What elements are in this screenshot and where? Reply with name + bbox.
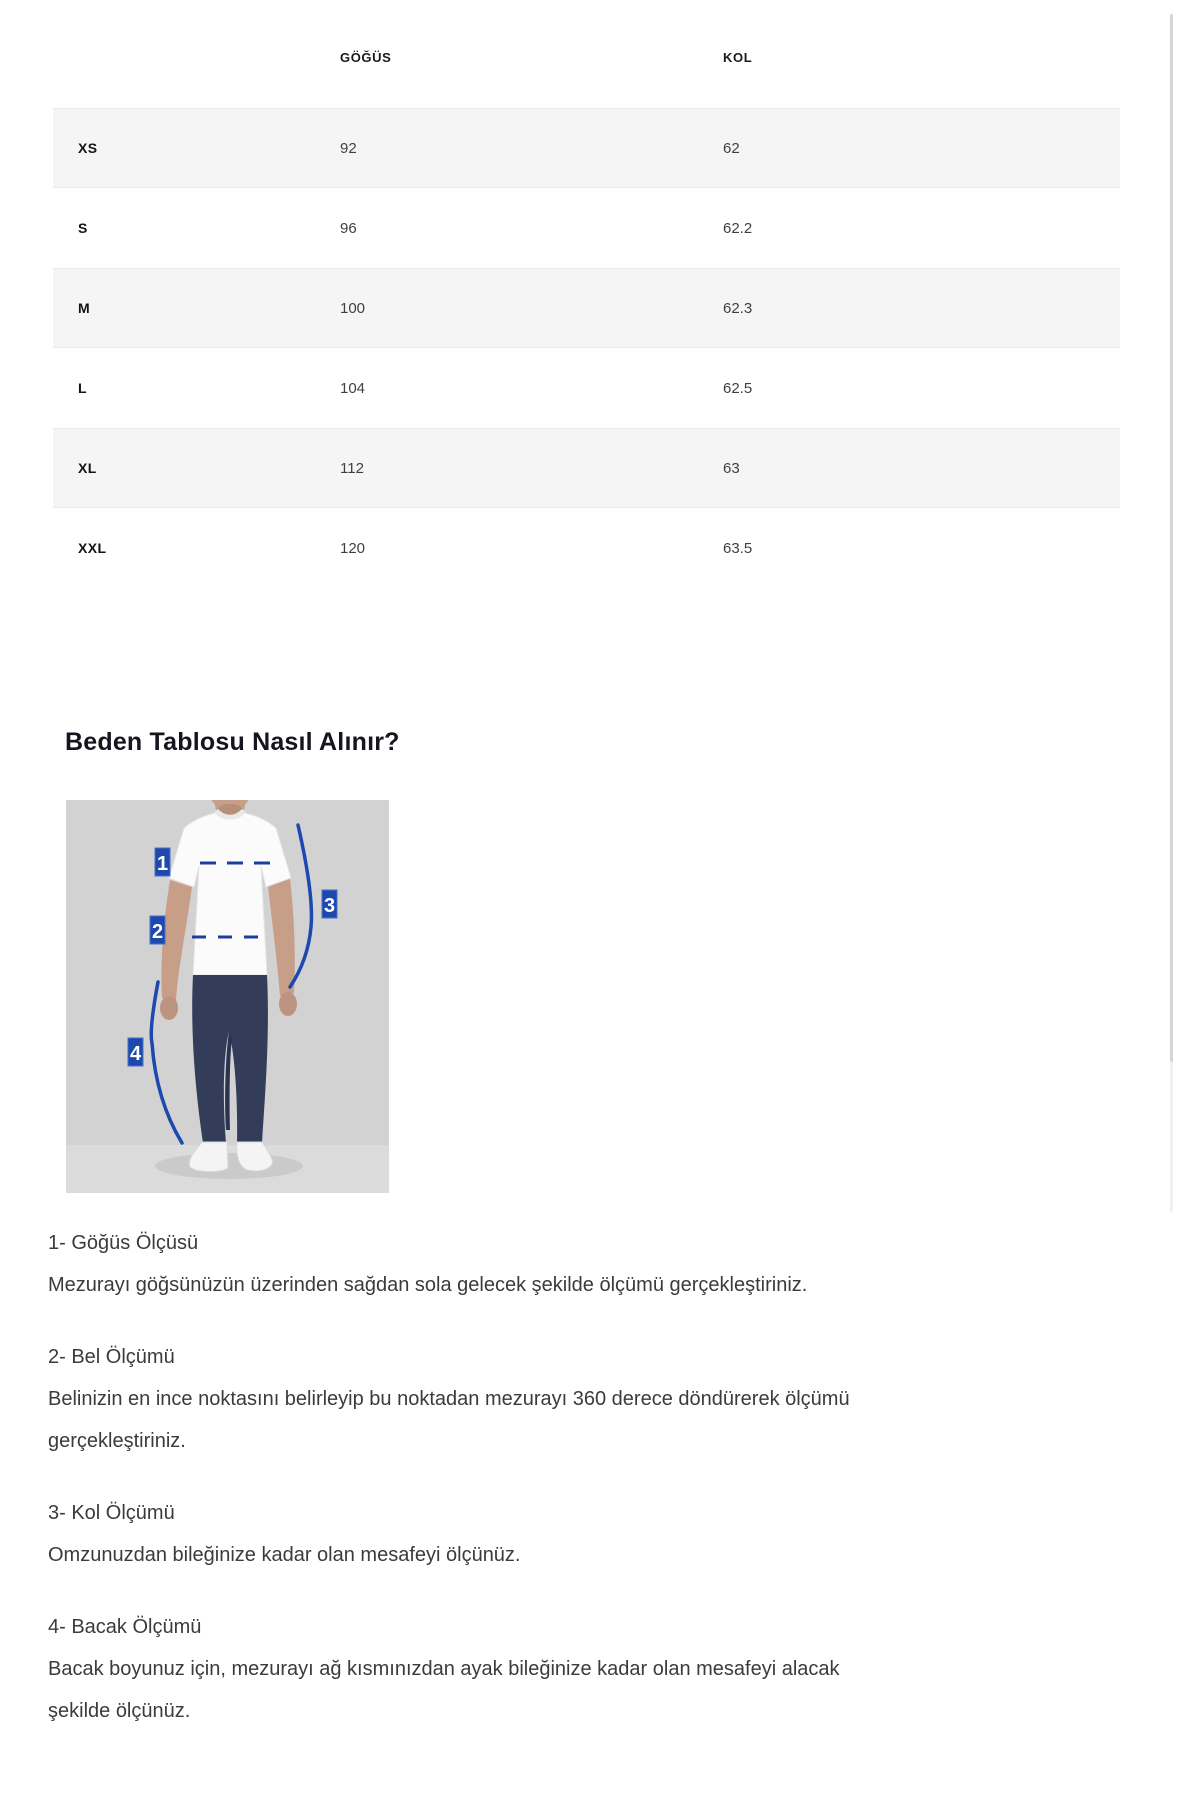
right-hand: [279, 992, 297, 1016]
size-table-row: [53, 268, 1120, 348]
arm-value: 62: [723, 139, 740, 157]
badge-1-number: 1: [156, 853, 169, 875]
chest-value: 120: [340, 539, 366, 557]
size-table-body: [53, 108, 1120, 588]
size-label: M: [78, 300, 91, 316]
column-header-chest: GÖĞÜS: [340, 50, 392, 65]
chest-value: 96: [340, 219, 357, 237]
size-table-row: [53, 428, 1120, 508]
arm-value: 62.2: [723, 219, 753, 237]
size-label: XXL: [78, 540, 107, 556]
scrollbar-thumb[interactable]: [1170, 14, 1173, 1062]
instruction-section-waist: [48, 1336, 1138, 1462]
measure-badge-3: [322, 890, 337, 918]
badge-3-number: 3: [323, 895, 336, 917]
measurement-instructions: [48, 1222, 1138, 1762]
size-table-header: [53, 40, 1120, 108]
instruction-line: Omzunuzdan bileğinize kadar olan mesafeyi ölçünüz.: [48, 1544, 521, 1566]
measure-badge-1: [155, 848, 170, 876]
chest-value: 112: [340, 459, 364, 477]
arm-value: 62.3: [723, 299, 753, 317]
arm-value: 62.5: [723, 379, 753, 397]
measure-badge-2: [150, 916, 165, 944]
arm-value: 63: [723, 459, 740, 477]
instruction-line: Belinizin en ince noktasını belirleyip bu noktadan mezurayı 360 derece döndürerek ölçümü: [48, 1388, 850, 1410]
instruction-section-arm: [48, 1492, 1138, 1576]
instruction-line: Bacak boyunuz için, mezurayı ağ kısmınızdan ayak bileğinize kadar olan mesafeyi alacak: [48, 1658, 840, 1680]
instruction-line: Mezurayı göğsünüzün üzerinden sağdan sola gelecek şekilde ölçümü gerçekleştiriniz.: [48, 1274, 808, 1296]
chest-value: 100: [340, 299, 366, 317]
instruction-line: gerçekleştiriniz.: [48, 1430, 186, 1452]
badge-4-number: 4: [129, 1043, 142, 1065]
badge-2-number: 2: [151, 921, 164, 943]
size-table-row: [53, 108, 1120, 188]
floor-shadow: [155, 1153, 303, 1179]
instruction-title: 2- Bel Ölçümü: [48, 1346, 175, 1368]
instruction-title: 3- Kol Ölçümü: [48, 1502, 175, 1524]
instruction-line: şekilde ölçünüz.: [48, 1700, 191, 1722]
instruction-section-chest: [48, 1222, 1138, 1306]
size-label: S: [78, 220, 88, 236]
measurement-figure-photo: [66, 800, 389, 1193]
size-label: XL: [78, 460, 97, 476]
size-label: L: [78, 380, 87, 396]
instruction-title: 1- Göğüs Ölçüsü: [48, 1232, 199, 1254]
arm-value: 63.5: [723, 539, 753, 557]
model-figure-svg: [66, 800, 389, 1193]
size-table-row: [53, 188, 1120, 268]
instruction-section-leg: [48, 1606, 1138, 1732]
size-table-row: [53, 348, 1120, 428]
chest-value: 92: [340, 139, 357, 157]
size-table-row: [53, 508, 1120, 588]
scrollbar-track[interactable]: [1170, 14, 1173, 1212]
header-spacer: [53, 50, 340, 108]
chest-value: 104: [340, 379, 366, 397]
column-header-arm: KOL: [723, 50, 753, 65]
left-hand: [160, 996, 178, 1020]
guide-heading: Beden Tablosu Nasıl Alınır?: [65, 728, 400, 756]
size-label: XS: [78, 140, 98, 156]
measure-badge-4: [128, 1038, 143, 1066]
size-table: [53, 40, 1120, 588]
instruction-title: 4- Bacak Ölçümü: [48, 1616, 202, 1638]
